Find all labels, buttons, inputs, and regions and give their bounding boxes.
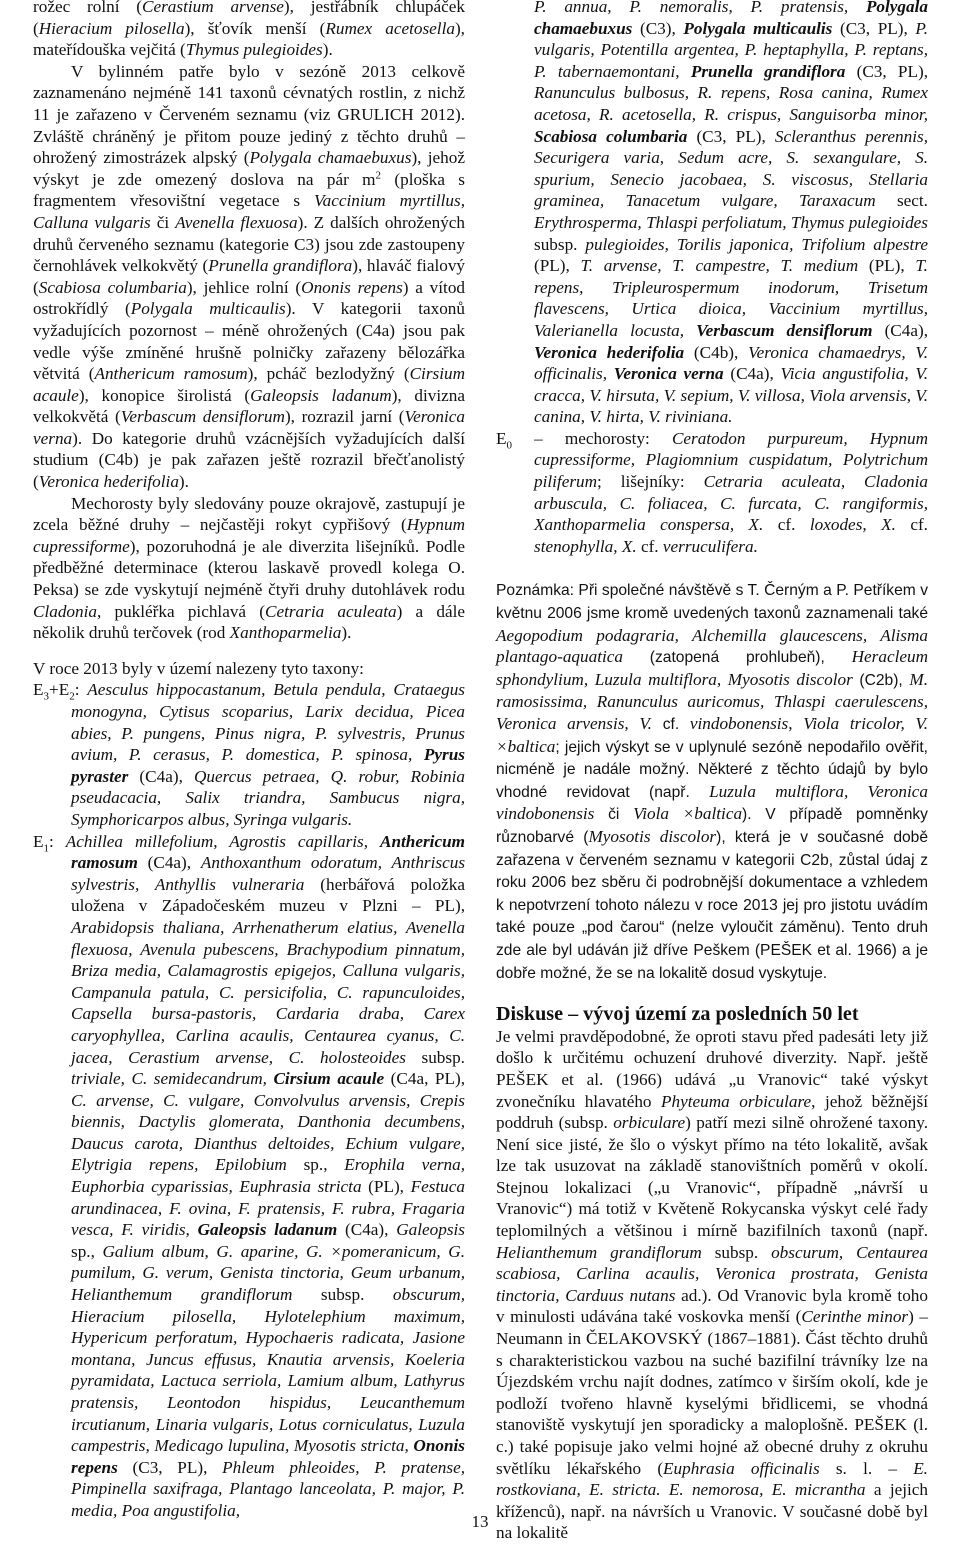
text-run: rožec rolní ( [33,0,143,16]
text-run: či [594,806,634,824]
text-run: Poznámka: Při společné návštěvě s T. Černým a P. Petříkem v květnu 2006 jsme kromě uvedených taxonů zaznamenali také [496,582,928,623]
text-run: sp., [71,1241,103,1261]
text-run: cf. [651,716,690,733]
text-run: : [49,831,66,851]
text-run: ), pozoruhodná je ale diverzita lišejníků. Podle předběžné determinace (kterou laskavě provedl kolega O. Peksa) se zde vyskytují nejméně čtyři druhy dutohlávek rodu [33,536,465,600]
text-run: Phyteuma orbiculare [661,1091,812,1111]
text-run: ), pcháč bezlodyžný ( [247,364,410,384]
right-column [496,0,928,1544]
text-run: Mechorosty byly sledovány pouze okrajově, zastupují je zcela běžné druhy – nejčastěji rokyt cypřišový ( [33,493,465,535]
text-run: subsp. [534,234,586,254]
text-run: Veronica hederifolia [534,342,685,362]
text-run: Cetraria aculeata [264,601,397,621]
text-run: Aegopodium podagraria, Alchemilla glaucescens, Alisma plantago-aquatica [496,625,928,667]
text-run: Diskuse – vývoj území za posledních 50 let [496,1003,859,1026]
text-run: Erythrosperma, Thlaspi perfoliatum, Thymus pulegioides [534,212,928,232]
text-run: a jejich kříženců), např. na návrších u Vranovic. V současné době byl na lokalitě [496,1480,929,1543]
text-run: Myosotis discolor [588,826,717,846]
text-run: Cerastium arvense [142,0,284,16]
text-run: s. l. – [819,1458,914,1478]
text-run: 1 [43,842,49,854]
text-run: Hieracium pilosella [38,18,185,38]
text-run: Xanthoparmelia [229,623,342,643]
text-run: ). [178,472,189,492]
text-run: Veronica chamaedrys, V. officinalis, [534,342,928,384]
text-run: Cirsium acaule [273,1069,385,1089]
text-run: (C4a), [337,1220,397,1240]
text-run: Erophila verna, Euphorbia cyparissias, Euphrasia stricta [71,1155,466,1197]
text-run: subsp. [701,1242,772,1262]
text-run: (C4a, PL), [384,1069,465,1089]
text-run: subsp. [405,1047,465,1067]
text-run: cf. [763,515,810,535]
text-run: Hypnum cupressiforme [33,515,465,556]
text-run: Festuca arundinacea, F. ovina, F. pratensis, F. rubra, Fragaria vesca, F. viridis, [71,1177,465,1240]
text-run: Veronica verna [613,364,724,384]
paragraph [33,658,465,680]
text-run: (C3), [632,18,684,38]
text-run: Euphrasia officinalis [663,1458,820,1478]
text-run: E. rostkoviana, E. stricta. E. nemorosa, E. micrantha [496,1458,928,1500]
text-run: loxodes, X. [809,515,896,535]
text-run: Galium album, G. aparine, G. ×pomeranicum, G. pumilum, G. verum, Genista tinctoria, Geum urbanum, Helianthemum grandiflorum [71,1241,465,1305]
text-run: : [74,680,88,700]
text-run: E [33,680,44,700]
left-column [33,0,465,1522]
text-run: Polygala multicaulis [683,18,833,38]
text-run: Scleranthus perennis, Securigera varia, Sedum acre, S. sexangulare, S. spurium, Senecio jacobaea, S. viscosus, Stellaria graminea, Tanacetum vulgare, Taraxacum [534,126,928,211]
text-run: Galeopsis ladanum [197,1220,338,1240]
text-run: Quercus petraea, Q. robur, Robinia pseudacacia, Salix triandra, Sambucus nigra, Symphoricarpos albus, Syringa vulgaris. [71,766,465,829]
text-run: (C3, PL), [687,126,775,146]
text-run: ad.). Od Vranovic byla kromě toho v minulosti udávána také voskovka menší ( [496,1285,928,1327]
text-run: sect. [875,191,928,211]
text-run: Luzula multiflora, Veronica vindobonensis [496,781,928,824]
paragraph [33,831,465,1522]
text-run: Veronica hederifolia [38,472,179,492]
text-run: Aesculus hippocastanum, Betula pendula, Crataegus monogyna, Cytisus scoparius, Larix decidua, Picea abies, P. pungens, Pinus nigra, P. sylvestris, Prunus avium, P. cerasus, P. domestica, P. spinosa, [71,680,465,765]
text-run: Arabidopsis thaliana, Arrhenatherum elatius, Avenella flexuosa, Avenula pubescens, Brachypodium pinnatum, Briza media, Calamagrostis epigejos, Calluna vulgaris, Campanula patula, C. persicifolia, C. rapunculoides, Capsella bursa-pastoris, Cardaria draba, Carex caryophyllea, Carlina acaulis, Centaurea cyanus, C. jacea, Cerastium arvense, C. holosteoides [71,917,465,1067]
text-run: Ononis repens [71,1436,465,1477]
text-run: +E [49,680,70,700]
text-run: (C3, PL), [832,18,916,38]
text-run: (PL), [534,256,581,276]
text-run: Polygala chamaebuxus [534,0,928,38]
text-run: vindobonensis, Viola tricolor, V. ×baltica [496,714,928,756]
text-run: Cerinthe minor [801,1307,909,1327]
text-run: (C3, PL), [117,1457,223,1477]
text-run: Prunella grandiflora [690,61,846,81]
text-run: (PL), [361,1177,411,1197]
text-run: Achillea millefolium, Agrostis capillaris, [65,831,380,851]
text-run: Scabiosa columbaria [38,277,187,297]
text-run: V bylinném patře bylo v sezóně 2013 celkově zaznamenáno nejméně 141 taxonů cévnatých rostlin, z nichž 11 je zařazeno v Červeném seznamu (viz GRULICH 2012). Zvláště chráněný je přitom pouze jediný z těchto druhů – ohrožený zimostrázek alpský ( [33,61,465,168]
text-run: ), rozrazil jarní ( [284,407,405,427]
text-run: Anthoxanthum odoratum, Anthriscus sylvestris, Anthyllis vulneraria [71,853,466,894]
text-run: Cirsium acaule [33,364,465,405]
paragraph [33,493,465,644]
text-run: Cetraria aculeata, Cladonia arbuscula, C. foliacea, C. furcata, C. rangiformis, Xanthoparmelia conspersa, X. [534,472,929,535]
text-run: 2 [69,690,75,703]
text-run: ), divizna velkokvětá ( [33,385,466,427]
text-run: ), hlaváč fialový ( [33,256,466,297]
text-run: cf. [895,515,928,535]
text-run: subsp. [292,1285,393,1305]
text-run: (C2b), [852,671,910,689]
text-run: Polygala multicaulis [130,299,286,319]
text-run: ), konopice širolistá ( [78,385,251,405]
text-run: pulegioides, Torilis japonica, Trifolium alpestre [585,234,928,254]
paragraph [496,1026,928,1544]
text-run: ). [341,623,352,643]
text-run: (C4a), [137,853,201,873]
paragraph [496,428,928,558]
text-run: Galeopsis [396,1220,465,1240]
text-run: ). V případě pomněnky různobarvé ( [496,806,928,846]
text-run: ; jejich výskyt se v uplynulé sezóně nepodařilo ověřit, nicméně je nadále možný. Některé z těchto údajů by bylo vhodné revidovat (např. [496,738,928,801]
text-run: (C4b), [684,342,749,362]
text-run: Vaccinium myrtillus, Calluna vulgaris [33,191,465,232]
section-heading [496,1004,928,1026]
text-run: ). Do kategorie druhů vzácnějších vyžadujících další studium (C4b) je pak zařazen ještě rozrazil břečťanolistý ( [33,428,465,492]
text-run: ), jestřábník chlupáček ( [33,0,465,38]
text-run: ), jehož výskyt je zde omezený doslova na pár m [33,148,465,189]
text-run: E [33,831,44,851]
text-run: 2 [375,169,382,182]
text-run: M. ramosissima, Ranunculus auricomus, Thlaspi caerulescens, Veronica arvensis, V. [496,669,928,733]
text-run: ), jehlice rolní ( [186,277,302,297]
text-run: sp., [286,1155,345,1175]
text-run: stenophylla, X. [534,536,637,556]
text-run: Rumex acetosella [325,18,455,38]
text-run: Polygala chamaebuxus [249,148,412,168]
text-run: ). Z dalších ohrožených druhů červeného seznamu (kategorie C3) jsou zde zastoupeny černohlávek velkokvětý ( [33,212,466,276]
text-run: T. arvense, T. campestre, T. medium [580,256,859,276]
text-run: (ploška s fragmentem vřesovištní vegetace s [33,169,465,211]
page-number: 13 [471,1512,489,1531]
text-run: Thymus pulegioides [185,40,323,60]
paragraph [496,0,928,428]
text-run: Verbascum densiflorum [696,320,873,340]
text-run: Prunella grandiflora [208,256,353,276]
text-run: Anthericum ramosum [94,364,248,384]
text-run: ), mateřídouška vejčitá ( [33,18,465,60]
text-run: C. arvense, C. vulgare, Convolvulus arvensis, Crepis biennis, Dactylis glomerata, Danthonia decumbens, Daucus carota, Dianthus deltoides, Echium vulgare, Elytrigia repens, Epilobium [71,1090,465,1175]
text-run: ). V kategorii taxonů vyžadujících pozornost – méně ohrožených (C4a) jsou pak vedle výše zmíněné hrušně polničky zařazeny bělozářka větvitá ( [33,299,465,384]
paragraph [33,679,465,830]
text-run: Cladonia [33,601,97,621]
text-run: (PL), [858,256,916,276]
text-run: Ranunculus bulbosus, R. repens, Rosa canina, Rumex acetosa, R. acetosella, R. crispus, Sanguisorba minor, [534,83,928,124]
paragraph [33,0,465,61]
text-run: či [150,212,176,232]
text-run: Je velmi pravděpodobné, že oproti stavu před padesáti lety již došlo k určitému ochuzení druhové diverzity. Např. ještě PEŠEK et al. (1966) udává „u Vranovic“ také výskyt zvonečníku hlavatého [496,1026,928,1111]
text-run: P. vulgaris, Potentilla argentea, P. heptaphylla, P. reptans, P. tabernaemontani, [534,18,928,81]
text-run: (C4a), [723,364,781,384]
text-run: ) – Neumann in ČELAKOVSKÝ (1867–1881). Část těchto druhů s charakteristickou vazbou na suché bazifilní trávníky lze na Újezdském vrchu najít dodnes, zatímco v širším okolí, kde je podloží tvořeno hlavně kyselými břidlicemi, se vhodná stanoviště vyskytují jen sporadicky a maloplošně. PEŠEK (l. c.) také popisuje jako velmi hojné až obecné druhy z okruhu světlíku lékařského ( [496,1307,928,1478]
text-run: Vicia angustifolia, V. cracca, V. hirsuta, V. sepium, V. villosa, Viola arvensis, V. canina, V. hirta, V. riviniana. [534,364,929,427]
text-run: Ceratodon purpureum, Hypnum cupressiforme, Plagiomnium cuspidatum, Polytrichum piliferum [534,428,928,492]
text-run: 3 [43,690,49,703]
text-run: Scabiosa columbaria [534,126,688,146]
paragraph [33,61,465,493]
text-run: ) a dále několik druhů terčovek (rod [33,601,465,643]
text-run: (zatopená prohlubeň), [623,649,852,667]
text-run: ; lišejníky: [597,472,704,492]
text-run: Viola ×baltica [633,804,743,824]
text-run: Anthericum ramosum [71,831,466,873]
text-run: ), která je v současné době zařazena v červeném seznamu v kategorii C2b, zůstal údaj z roku 2006 bez sběru či podrobnější dokumentace a vzhledem k nepotvrzení tohoto nálezu v roce 2013 jej pro jistotu uvádím také pouze „pod čarou“ (nelze vyloučit záměnu). Tento druh zde ale byl udáván již dříve Peškem (PEŠEK et al. 1966) a je dobře možné, že se na lokalitě dosud vyskytuje. [496,828,929,982]
text-run: Veronica verna [33,407,465,448]
text-run: E [496,428,507,448]
paragraph [496,579,928,984]
text-run: – mechorosty: [512,428,672,448]
text-run: (C4a), [128,766,194,786]
text-run: P. annua, P. nemoralis, P. pratensis, [534,0,866,16]
text-run: , pukléřka pichlavá ( [96,601,265,621]
text-run: ), šťovík menší ( [184,18,326,38]
text-run: Pyrus pyraster [71,745,465,786]
text-run: Helianthemum grandiflorum [496,1242,702,1262]
text-run: ). [322,40,333,60]
text-run: cf. [636,536,663,556]
text-run: (C4a), [872,320,928,340]
text-run: Ononis repens [301,277,403,297]
text-run: obscurum, Centaurea scabiosa, Carlina acaulis, Veronica prostrata, Genista tinctoria, Carduus nutans [496,1242,929,1305]
text-run: (herbářová položka uložena v Západočeském muzeu v Plzni – PL), [71,874,465,916]
text-run: triviale, C. semidecandrum, [71,1069,274,1089]
text-run: Phleum phleoides, P. pratense, Pimpinella saxifraga, Plantago lanceolata, P. major, P. media, Poa angustifolia, [71,1457,465,1520]
text-run: orbiculare [613,1113,686,1133]
text-run: , jehož běžnější poddruh (subsp. [496,1091,928,1133]
text-run: ) patří mezi silně ohrožené taxony. Není sice jisté, že šlo o výskyt přímo na této lokalitě, avšak lze tak usuzovat na základě stanovištních poměrů v okolí. Stejnou lokalizaci („u Vranovic“, případně „návrší u Vranovic“) má totiž v Květeně Rokycanska výskyt celé řady teplomilných a většinou i mírně bazifilních taxonů (např. [496,1113,928,1241]
text-run: (C3, PL), [845,61,929,81]
text-run: Verbascum densiflorum [120,407,285,427]
text-run: obscurum, Hieracium pilosella, Hylotelephium maximum, Hypericum perforatum, Hypochaeris radicata, Jasione montana, Juncus effusus, Knautia arvensis, Koeleria pyramidata, Lactuca serriola, Lamium album, Lathyrus pratensis, Leontodon hispidus, Leucanthemum ircutianum, Linaria vulgaris, Lotus corniculatus, Luzula campestris, Medicago lupulina, Myosotis stricta, [71,1285,465,1456]
text-run: verruculifera. [662,536,758,556]
text-run: T. repens, Tripleurospermum inodorum, Trisetum flavescens, Urtica dioica, Vaccinium myrtillus, Valerianella locusta, [534,256,928,340]
text-run: Galeopsis ladanum [250,385,392,405]
text-run: V roce 2013 byly v území nalezeny tyto taxony: [33,658,364,678]
text-run: ) a vítod ostrokřídlý ( [33,277,466,319]
text-run: Avenella flexuosa [175,212,298,232]
text-run: Heracleum sphondylium, Luzula multiflora, Myosotis discolor [496,647,928,689]
text-run: 0 [506,439,512,452]
